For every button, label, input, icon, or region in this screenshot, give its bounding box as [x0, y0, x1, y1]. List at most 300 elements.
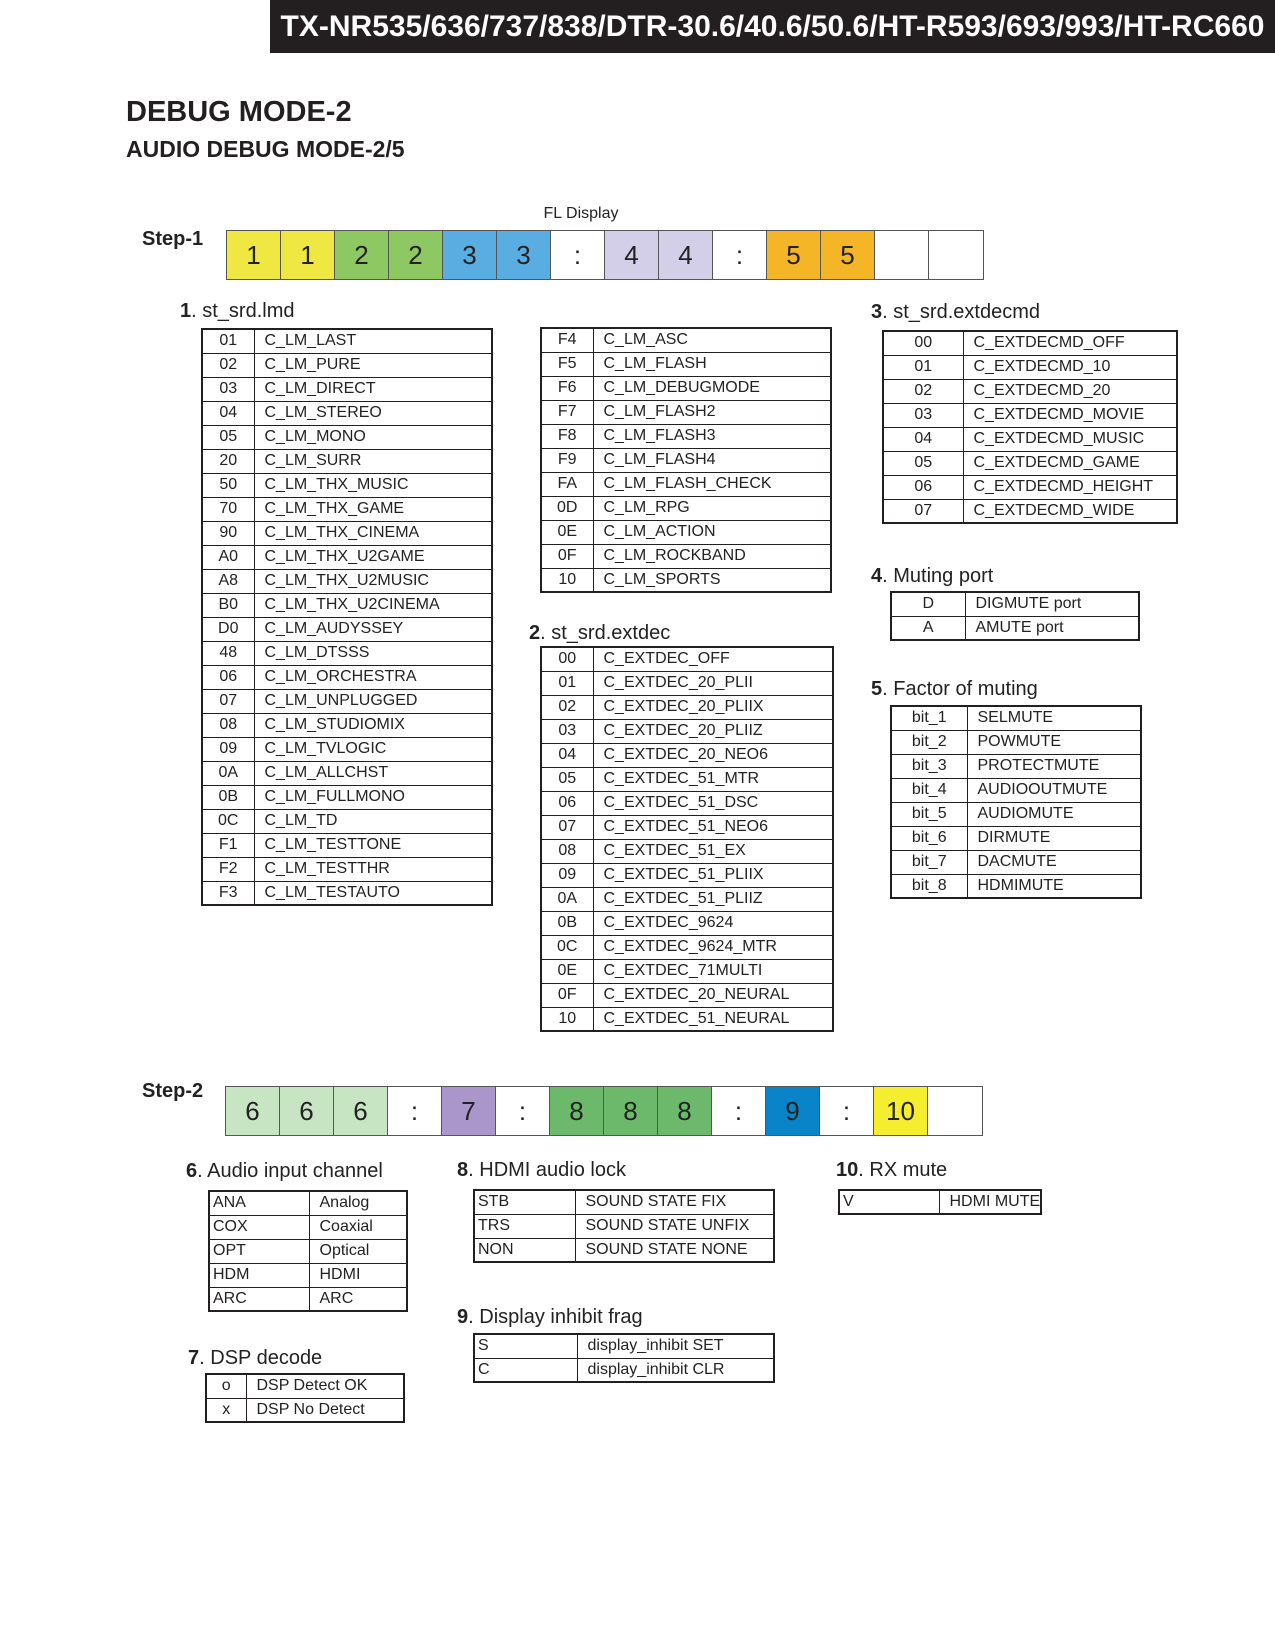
table-row: [891, 802, 1141, 826]
value-cell: SOUND STATE UNFIX: [575, 1214, 774, 1238]
table-row: [202, 545, 492, 569]
dsp-decode-table: [205, 1373, 405, 1423]
code-cell: F8: [541, 424, 593, 448]
value-cell: AMUTE port: [965, 616, 1139, 640]
code-cell: 02: [883, 379, 963, 403]
section-5-title: 5. Factor of muting: [871, 678, 1038, 700]
value-cell: C_EXTDEC_51_EX: [593, 839, 833, 863]
step2-cell: 8: [604, 1087, 658, 1135]
step2-cell: 6: [334, 1087, 388, 1135]
code-cell: 07: [541, 815, 593, 839]
step1-cell: 2: [335, 231, 389, 279]
table-row: [202, 353, 492, 377]
code-cell: 0B: [541, 911, 593, 935]
value-cell: C_LM_SPORTS: [593, 568, 831, 592]
table-row: [883, 379, 1177, 403]
value-cell: C_LM_ROCKBAND: [593, 544, 831, 568]
table-row: [206, 1374, 404, 1398]
table-row: [209, 1263, 407, 1287]
table-row: [209, 1287, 407, 1311]
step1-cell: 3: [497, 231, 551, 279]
table-row: [891, 754, 1141, 778]
code-cell: 03: [883, 403, 963, 427]
code-cell: F7: [541, 400, 593, 424]
code-cell: 05: [883, 451, 963, 475]
code-cell: 0B: [202, 785, 254, 809]
code-cell: 0C: [202, 809, 254, 833]
value-cell: C_LM_ALLCHST: [254, 761, 492, 785]
table-row: [202, 425, 492, 449]
table-row: [541, 839, 833, 863]
code-cell: STB: [474, 1190, 575, 1214]
value-cell: C_EXTDECMD_HEIGHT: [963, 475, 1177, 499]
step2-label: Step-2: [142, 1080, 204, 1102]
table-row: [202, 665, 492, 689]
value-cell: C_LM_TESTTHR: [254, 857, 492, 881]
table-row: [883, 331, 1177, 355]
value-cell: C_EXTDECMD_OFF: [963, 331, 1177, 355]
code-cell: 20: [202, 449, 254, 473]
table-row: [541, 520, 831, 544]
section-1-title: 1. st_srd.lmd: [180, 300, 295, 322]
step2-cell: :: [712, 1087, 766, 1135]
extdecmd-table: [882, 330, 1178, 524]
value-cell: C_LM_THX_U2MUSIC: [254, 569, 492, 593]
model-header: TX-NR535/636/737/838/DTR-30.6/40.6/50.6/HT-R593/693/993/HT-RC660: [270, 0, 1275, 53]
page-title: DEBUG MODE-2: [126, 96, 352, 128]
code-cell: bit_3: [891, 754, 967, 778]
value-cell: C_EXTDEC_20_NEURAL: [593, 983, 833, 1007]
code-cell: 09: [202, 737, 254, 761]
table-row: [474, 1190, 774, 1214]
table-row: [891, 874, 1141, 898]
rx-mute-table: [838, 1189, 1042, 1215]
step2-cell: 10: [874, 1087, 928, 1135]
value-cell: C_LM_AUDYSSEY: [254, 617, 492, 641]
code-cell: 09: [541, 863, 593, 887]
step1-cell: 1: [227, 231, 281, 279]
step1-cell: [875, 231, 929, 279]
table-row: [541, 647, 833, 671]
code-cell: 70: [202, 497, 254, 521]
value-cell: C_LM_THX_U2CINEMA: [254, 593, 492, 617]
code-cell: bit_6: [891, 826, 967, 850]
table-row: [541, 767, 833, 791]
table-row: [209, 1239, 407, 1263]
value-cell: C_LM_TESTAUTO: [254, 881, 492, 905]
step2-cell: :: [388, 1087, 442, 1135]
value-cell: AUDIOMUTE: [967, 802, 1141, 826]
factor-muting-table: [890, 705, 1142, 899]
step1-cell: 5: [767, 231, 821, 279]
code-cell: 05: [541, 767, 593, 791]
step2-cell: 8: [550, 1087, 604, 1135]
value-cell: C_LM_FLASH3: [593, 424, 831, 448]
table-row: [891, 778, 1141, 802]
table-row: [541, 568, 831, 592]
code-cell: 04: [883, 427, 963, 451]
value-cell: C_LM_FLASH: [593, 352, 831, 376]
table-row: [541, 791, 833, 815]
code-cell: 07: [202, 689, 254, 713]
code-cell: 01: [541, 671, 593, 695]
value-cell: C_LM_FLASH4: [593, 448, 831, 472]
step2-cell: :: [496, 1087, 550, 1135]
code-cell: 10: [541, 1007, 593, 1031]
code-cell: ARC: [209, 1287, 309, 1311]
code-cell: 00: [541, 647, 593, 671]
code-cell: 02: [541, 695, 593, 719]
value-cell: C_LM_TD: [254, 809, 492, 833]
value-cell: C_EXTDEC_51_MTR: [593, 767, 833, 791]
code-cell: 0F: [541, 983, 593, 1007]
value-cell: Analog: [309, 1191, 407, 1215]
value-cell: C_LM_SURR: [254, 449, 492, 473]
table-row: [839, 1190, 1041, 1214]
code-cell: bit_7: [891, 850, 967, 874]
value-cell: C_EXTDEC_71MULTI: [593, 959, 833, 983]
step2-cell: 9: [766, 1087, 820, 1135]
code-cell: F4: [541, 328, 593, 352]
value-cell: C_EXTDEC_20_PLIIX: [593, 695, 833, 719]
value-cell: POWMUTE: [967, 730, 1141, 754]
table-row: [883, 427, 1177, 451]
code-cell: 90: [202, 521, 254, 545]
table-row: [202, 401, 492, 425]
value-cell: C_LM_DTSSS: [254, 641, 492, 665]
value-cell: C_EXTDEC_OFF: [593, 647, 833, 671]
value-cell: DIRMUTE: [967, 826, 1141, 850]
value-cell: Optical: [309, 1239, 407, 1263]
code-cell: 08: [202, 713, 254, 737]
value-cell: C_EXTDEC_51_NEO6: [593, 815, 833, 839]
table-row: [541, 695, 833, 719]
table-row: [883, 355, 1177, 379]
code-cell: S: [474, 1334, 577, 1358]
code-cell: 08: [541, 839, 593, 863]
table-row: [541, 935, 833, 959]
table-row: [202, 833, 492, 857]
table-row: [541, 544, 831, 568]
code-cell: 06: [883, 475, 963, 499]
value-cell: HDMIMUTE: [967, 874, 1141, 898]
code-cell: 0C: [541, 935, 593, 959]
table-row: [202, 569, 492, 593]
value-cell: C_LM_THX_CINEMA: [254, 521, 492, 545]
code-cell: OPT: [209, 1239, 309, 1263]
table-row: [541, 376, 831, 400]
table-row: [541, 863, 833, 887]
value-cell: C_LM_LAST: [254, 329, 492, 353]
code-cell: 04: [202, 401, 254, 425]
table-row: [202, 617, 492, 641]
table-row: [202, 593, 492, 617]
value-cell: C_LM_ORCHESTRA: [254, 665, 492, 689]
value-cell: C_EXTDEC_20_PLII: [593, 671, 833, 695]
table-row: [541, 448, 831, 472]
section-10-title: 10. RX mute: [836, 1159, 948, 1181]
code-cell: x: [206, 1398, 246, 1422]
table-row: [541, 352, 831, 376]
code-cell: NON: [474, 1238, 575, 1262]
section-9-title: 9. Display inhibit frag: [457, 1306, 643, 1328]
table-row: [883, 499, 1177, 523]
code-cell: F9: [541, 448, 593, 472]
table-row: [541, 400, 831, 424]
value-cell: C_LM_ACTION: [593, 520, 831, 544]
code-cell: A8: [202, 569, 254, 593]
table-row: [202, 689, 492, 713]
value-cell: C_LM_RPG: [593, 496, 831, 520]
code-cell: 02: [202, 353, 254, 377]
step1-cell: :: [551, 231, 605, 279]
code-cell: COX: [209, 1215, 309, 1239]
table-row: [541, 328, 831, 352]
code-cell: 0A: [541, 887, 593, 911]
step2-cell: 6: [280, 1087, 334, 1135]
section-2-title: 2. st_srd.extdec: [529, 622, 671, 644]
table-row: [202, 329, 492, 353]
value-cell: DIGMUTE port: [965, 592, 1139, 616]
code-cell: F2: [202, 857, 254, 881]
section-4-title: 4. Muting port: [871, 565, 994, 587]
table-row: [883, 475, 1177, 499]
code-cell: 0E: [541, 959, 593, 983]
code-cell: B0: [202, 593, 254, 617]
step1-cell: :: [713, 231, 767, 279]
fl-display-label: FL Display: [543, 205, 619, 222]
value-cell: HDMI: [309, 1263, 407, 1287]
lmd-table-b: [540, 327, 832, 593]
value-cell: C_LM_ASC: [593, 328, 831, 352]
step1-cell: 3: [443, 231, 497, 279]
table-row: [891, 592, 1139, 616]
value-cell: SELMUTE: [967, 706, 1141, 730]
table-row: [891, 616, 1139, 640]
section-8-title: 8. HDMI audio lock: [457, 1159, 626, 1181]
extdec-table: [540, 646, 834, 1032]
value-cell: C_LM_DEBUGMODE: [593, 376, 831, 400]
step2-cell: [928, 1087, 982, 1135]
code-cell: bit_8: [891, 874, 967, 898]
code-cell: FA: [541, 472, 593, 496]
value-cell: DACMUTE: [967, 850, 1141, 874]
code-cell: A0: [202, 545, 254, 569]
value-cell: C_EXTDEC_51_DSC: [593, 791, 833, 815]
table-row: [891, 850, 1141, 874]
value-cell: C_LM_THX_MUSIC: [254, 473, 492, 497]
code-cell: 07: [883, 499, 963, 523]
table-row: [474, 1214, 774, 1238]
table-row: [202, 521, 492, 545]
value-cell: Coaxial: [309, 1215, 407, 1239]
table-row: [202, 473, 492, 497]
muting-port-table: [890, 591, 1140, 641]
code-cell: HDM: [209, 1263, 309, 1287]
step1-cell: 2: [389, 231, 443, 279]
step1-cell: 1: [281, 231, 335, 279]
table-row: [541, 911, 833, 935]
code-cell: 04: [541, 743, 593, 767]
table-row: [474, 1238, 774, 1262]
value-cell: C_LM_TVLOGIC: [254, 737, 492, 761]
value-cell: C_LM_THX_GAME: [254, 497, 492, 521]
code-cell: D0: [202, 617, 254, 641]
value-cell: SOUND STATE NONE: [575, 1238, 774, 1262]
table-row: [891, 706, 1141, 730]
lmd-table-a: [201, 328, 493, 906]
value-cell: C_EXTDEC_9624: [593, 911, 833, 935]
code-cell: 0D: [541, 496, 593, 520]
step1-cell: 4: [605, 231, 659, 279]
value-cell: HDMI MUTE: [939, 1190, 1041, 1214]
value-cell: C_EXTDECMD_WIDE: [963, 499, 1177, 523]
code-cell: 0A: [202, 761, 254, 785]
value-cell: C_LM_STUDIOMIX: [254, 713, 492, 737]
table-row: [202, 761, 492, 785]
table-row: [541, 983, 833, 1007]
value-cell: AUDIOOUTMUTE: [967, 778, 1141, 802]
value-cell: C_EXTDECMD_20: [963, 379, 1177, 403]
table-row: [202, 737, 492, 761]
table-row: [541, 472, 831, 496]
code-cell: 0F: [541, 544, 593, 568]
hdmi-lock-table: [473, 1189, 775, 1263]
table-row: [202, 881, 492, 905]
table-row: [541, 719, 833, 743]
value-cell: display_inhibit CLR: [577, 1358, 774, 1382]
table-row: [202, 497, 492, 521]
code-cell: 06: [202, 665, 254, 689]
value-cell: C_LM_DIRECT: [254, 377, 492, 401]
table-row: [202, 713, 492, 737]
code-cell: 48: [202, 641, 254, 665]
table-row: [883, 403, 1177, 427]
section-6-title: 6. Audio input channel: [186, 1160, 383, 1182]
table-row: [883, 451, 1177, 475]
code-cell: 01: [202, 329, 254, 353]
table-row: [202, 377, 492, 401]
table-row: [209, 1191, 407, 1215]
value-cell: C_LM_TESTTONE: [254, 833, 492, 857]
value-cell: C_LM_MONO: [254, 425, 492, 449]
code-cell: C: [474, 1358, 577, 1382]
table-row: [541, 815, 833, 839]
code-cell: 06: [541, 791, 593, 815]
table-row: [474, 1334, 774, 1358]
table-row: [206, 1398, 404, 1422]
value-cell: C_LM_PURE: [254, 353, 492, 377]
code-cell: 05: [202, 425, 254, 449]
step2-cell: 7: [442, 1087, 496, 1135]
value-cell: C_EXTDEC_51_PLIIZ: [593, 887, 833, 911]
table-row: [202, 785, 492, 809]
step2-cell: :: [820, 1087, 874, 1135]
display-inhibit-table: [473, 1333, 775, 1383]
table-row: [202, 809, 492, 833]
value-cell: C_LM_FLASH2: [593, 400, 831, 424]
value-cell: DSP Detect OK: [246, 1374, 404, 1398]
code-cell: D: [891, 592, 965, 616]
step2-display-strip: [225, 1086, 983, 1136]
code-cell: bit_2: [891, 730, 967, 754]
code-cell: 10: [541, 568, 593, 592]
audio-input-table: [208, 1190, 408, 1312]
step1-display-strip: [226, 230, 984, 280]
code-cell: bit_1: [891, 706, 967, 730]
value-cell: C_EXTDECMD_MUSIC: [963, 427, 1177, 451]
value-cell: C_EXTDEC_9624_MTR: [593, 935, 833, 959]
section-7-title: 7. DSP decode: [188, 1347, 323, 1369]
table-row: [541, 959, 833, 983]
code-cell: V: [839, 1190, 939, 1214]
code-cell: A: [891, 616, 965, 640]
code-cell: 03: [541, 719, 593, 743]
table-row: [541, 496, 831, 520]
code-cell: 50: [202, 473, 254, 497]
step1-label: Step-1: [142, 228, 204, 250]
value-cell: ARC: [309, 1287, 407, 1311]
code-cell: 01: [883, 355, 963, 379]
value-cell: SOUND STATE FIX: [575, 1190, 774, 1214]
page-subtitle: AUDIO DEBUG MODE-2/5: [126, 136, 405, 162]
table-row: [541, 424, 831, 448]
step1-cell: 5: [821, 231, 875, 279]
table-row: [209, 1215, 407, 1239]
code-cell: 00: [883, 331, 963, 355]
value-cell: display_inhibit SET: [577, 1334, 774, 1358]
value-cell: C_EXTDEC_51_PLIIX: [593, 863, 833, 887]
code-cell: 0E: [541, 520, 593, 544]
code-cell: o: [206, 1374, 246, 1398]
table-row: [541, 887, 833, 911]
value-cell: C_EXTDECMD_10: [963, 355, 1177, 379]
code-cell: F5: [541, 352, 593, 376]
value-cell: C_LM_FLASH_CHECK: [593, 472, 831, 496]
value-cell: C_LM_THX_U2GAME: [254, 545, 492, 569]
section-3-title: 3. st_srd.extdecmd: [871, 301, 1040, 323]
table-row: [474, 1358, 774, 1382]
step2-cell: 8: [658, 1087, 712, 1135]
table-row: [202, 449, 492, 473]
value-cell: C_EXTDEC_20_PLIIZ: [593, 719, 833, 743]
table-row: [541, 1007, 833, 1031]
step1-cell: [929, 231, 983, 279]
value-cell: PROTECTMUTE: [967, 754, 1141, 778]
code-cell: 03: [202, 377, 254, 401]
value-cell: C_LM_FULLMONO: [254, 785, 492, 809]
value-cell: C_LM_UNPLUGGED: [254, 689, 492, 713]
table-row: [891, 730, 1141, 754]
code-cell: F1: [202, 833, 254, 857]
value-cell: C_EXTDECMD_GAME: [963, 451, 1177, 475]
value-cell: C_EXTDECMD_MOVIE: [963, 403, 1177, 427]
code-cell: bit_4: [891, 778, 967, 802]
table-row: [541, 671, 833, 695]
table-row: [202, 641, 492, 665]
code-cell: F6: [541, 376, 593, 400]
code-cell: ANA: [209, 1191, 309, 1215]
step1-cell: 4: [659, 231, 713, 279]
code-cell: F3: [202, 881, 254, 905]
code-cell: bit_5: [891, 802, 967, 826]
value-cell: DSP No Detect: [246, 1398, 404, 1422]
code-cell: TRS: [474, 1214, 575, 1238]
table-row: [202, 857, 492, 881]
table-row: [541, 743, 833, 767]
step2-cell: 6: [226, 1087, 280, 1135]
value-cell: C_EXTDEC_20_NEO6: [593, 743, 833, 767]
